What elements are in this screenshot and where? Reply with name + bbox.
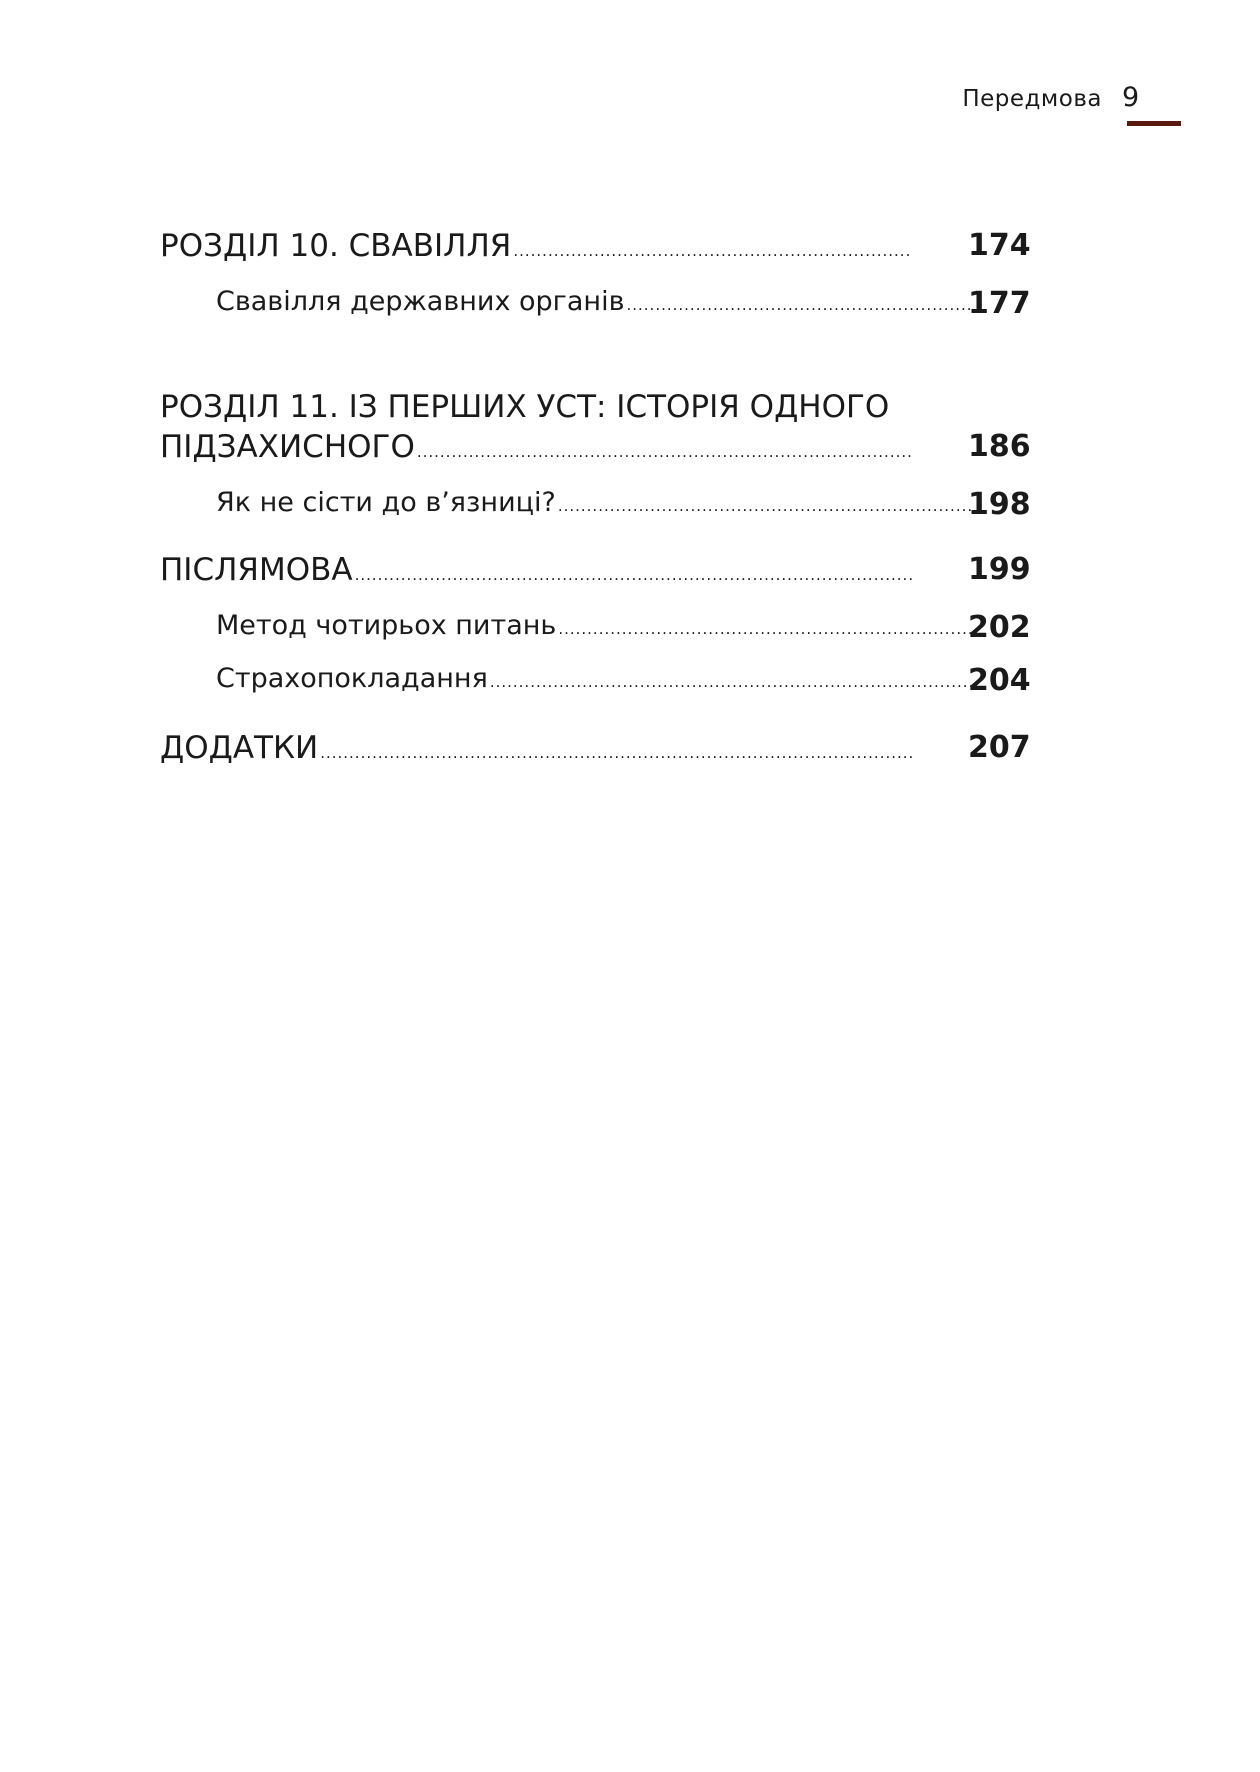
toc-entry-page: 198	[968, 487, 1031, 522]
toc-entry-title: Метод чотирьох питань	[216, 610, 557, 641]
toc-entry-title: РОЗДІЛ 10. СВАВІЛЛЯ	[160, 228, 512, 264]
running-head-section-name: Передмова	[962, 86, 1102, 112]
dot-leader	[558, 497, 974, 515]
toc-entry-page: 199	[968, 552, 1031, 587]
running-head	[0, 82, 1260, 132]
dot-leader	[355, 566, 913, 584]
table-of-contents	[160, 228, 1040, 766]
dot-leader	[626, 296, 974, 314]
toc-entry-afterword[interactable]	[160, 552, 1040, 588]
toc-entry-fear-placement[interactable]	[160, 663, 1040, 698]
toc-entry-chapter-10[interactable]	[160, 228, 1040, 264]
toc-entry-arbitrariness-of-state-bodies[interactable]	[160, 286, 1040, 321]
toc-entry-appendices[interactable]	[160, 730, 1040, 766]
toc-entry-four-questions-method[interactable]	[160, 610, 1040, 645]
toc-entry-chapter-11[interactable]	[160, 389, 1040, 465]
toc-entry-how-not-to-go-to-prison[interactable]	[160, 487, 1040, 522]
dot-leader	[320, 744, 913, 762]
toc-entry-title-line1: РОЗДІЛ 11. ІЗ ПЕРШИХ УСТ: ІСТОРІЯ ОДНОГО	[160, 389, 890, 425]
toc-entry-title: Страхопокладання	[216, 663, 488, 694]
dot-leader	[490, 673, 974, 691]
toc-entry-page: 186	[968, 429, 1031, 464]
header-accent-rule	[1127, 121, 1181, 126]
dot-leader	[558, 620, 974, 638]
toc-entry-page: 204	[968, 663, 1031, 698]
toc-entry-title: Як не сісти до в’язниці?	[216, 487, 556, 518]
toc-entry-title: ПІДЗАХИСНОГО	[160, 429, 415, 465]
dot-leader	[417, 443, 913, 461]
toc-entry-page: 202	[968, 610, 1031, 645]
dot-leader	[513, 242, 913, 260]
toc-entry-title: ДОДАТКИ	[160, 730, 319, 766]
toc-entry-title: ПІСЛЯМОВА	[160, 552, 353, 588]
toc-entry-page: 174	[968, 228, 1031, 263]
page-number: 9	[1122, 82, 1140, 113]
toc-entry-page: 207	[968, 730, 1031, 765]
toc-entry-title: Свавілля державних органів	[216, 286, 625, 317]
toc-entry-page: 177	[968, 286, 1031, 321]
